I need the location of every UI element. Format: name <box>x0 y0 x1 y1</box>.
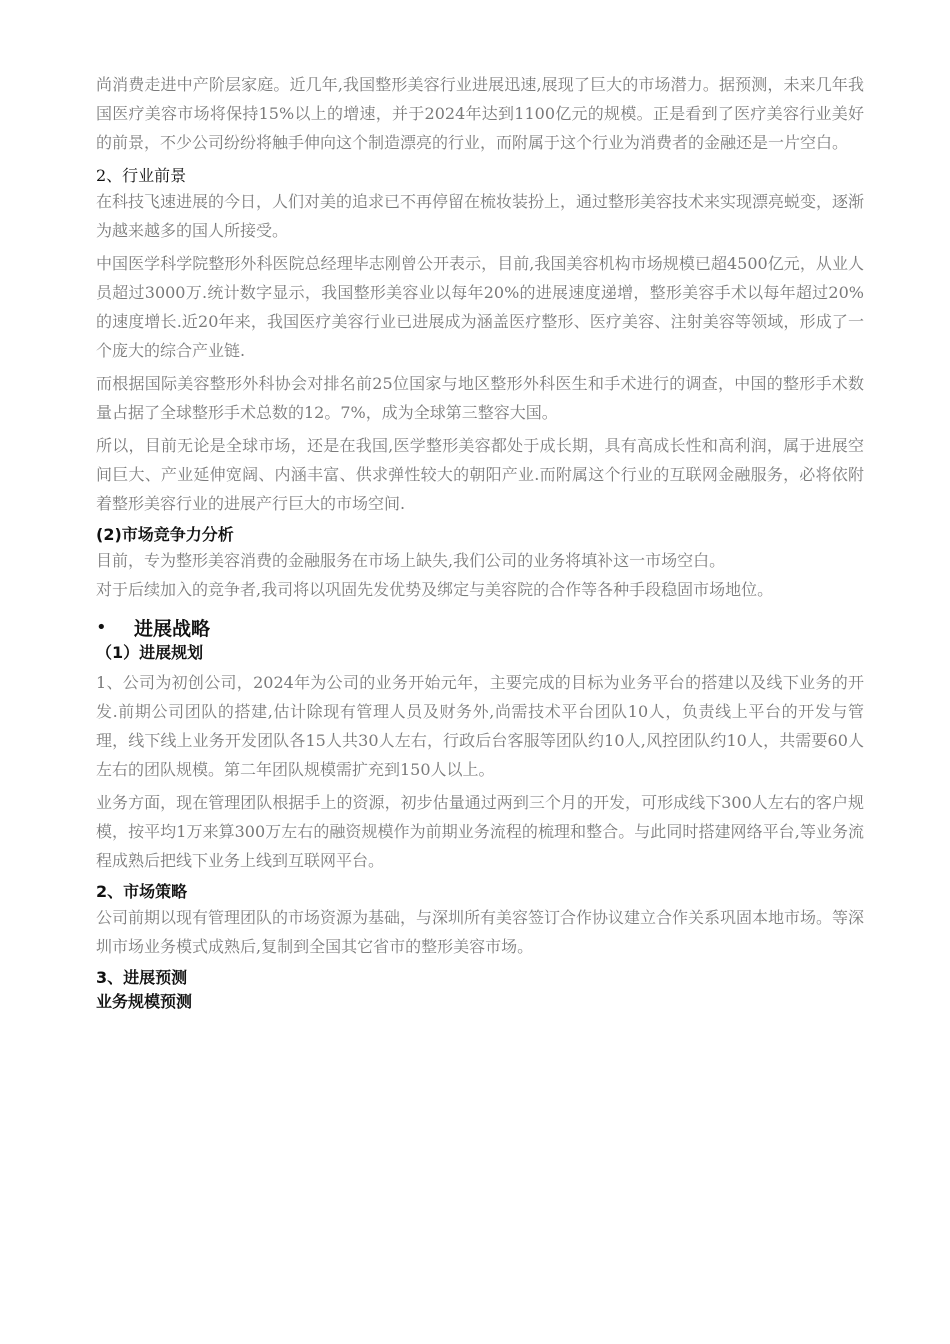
market-strategy-heading: 2、市场策略 <box>96 882 188 901</box>
prospect-paragraph-3: 而根据国际美容整形外科协会对排名前25位国家与地区整形外科医生和手术进行的调查，中国的整形手术数量占据了全球整形手术总数的12。7%，成为全球第三整容大国。 <box>96 374 864 422</box>
prospect-paragraph-2: 中国医学科学院整形外科医院总经理毕志刚曾公开表示，目前,我国美容机构市场规模已超4500亿元，从业人员超过3000万.统计数字显示，我国整形美容业以每年20%的进展速度递增，整形美容手术以每年超过20%的速度增长.近20年来，我国医疗美容行业已进展成为涵盖医疗整形、医疗美容、注射美容等领域，形成了一个庞大的综合产业链. <box>96 254 864 360</box>
development-strategy-heading <box>96 614 864 640</box>
development-plan-heading: （1）进展规划 <box>96 643 204 662</box>
prospect-paragraph-1: 在科技飞速进展的今日，人们对美的追求已不再停留在梳妆装扮上，通过整形美容技术来实现漂亮蜕变，逐渐为越来越多的国人所接受。 <box>96 192 865 240</box>
development-strategy-title: 进展战略 <box>134 617 211 640</box>
market-competition-heading: (2)市场竞争力分析 <box>96 525 234 544</box>
intro-paragraph: 尚消费走进中产阶层家庭。近几年,我国整形美容行业进展迅速,展现了巨大的市场潜力。据预测，未来几年我国医疗美容市场将保持15%以上的增速，并于2024年达到1100亿元的规模。正是看到了医疗美容行业美好的前景，不少公司纷纷将触手伸向这个制造漂亮的行业，而附属于这个行业为消费者的金融还是一片空白。 <box>96 75 864 152</box>
document-page <box>96 70 864 1013</box>
bullet-icon: • <box>96 616 107 638</box>
competition-paragraph-1: 目前，专为整形美容消费的金融服务在市场上缺失,我们公司的业务将填补这一市场空白。 <box>96 551 726 570</box>
prospect-paragraph-4: 所以，目前无论是全球市场，还是在我国,医学整形美容都处于成长期，具有高成长性和高利润，属于进展空间巨大、产业延伸宽阔、内涵丰富、供求弹性较大的朝阳产业.而附属这个行业的互联网金融服务，必将依附着整形美容行业的进展产行巨大的市场空间. <box>96 436 864 513</box>
competition-paragraph-2: 对于后续加入的竞争者,我司将以巩固先发优势及绑定与美容院的合作等各种手段稳固市场地位。 <box>96 580 774 599</box>
strategy-paragraph: 公司前期以现有管理团队的市场资源为基础，与深圳所有美容签订合作协议建立合作关系巩固本地市场。等深圳市场业务模式成熟后,复制到全国其它省市的整形美容市场。 <box>96 908 865 956</box>
plan-paragraph-1: 1、公司为初创公司，2024年为公司的业务开始元年，主要完成的目标为业务平台的搭建以及线下业务的开发.前期公司团队的搭建,估计除现有管理人员及财务外,尚需技术平台团队10人，负责线上平台的开发与管理，线下线上业务开发团队各15人共30人左右，行政后台客服等团队约10人,风控团队约10人，共需要60人左右的团队规模。第二年团队规模需扩充到150人以上。 <box>96 673 864 779</box>
industry-prospect-heading: 2、行业前景 <box>96 166 187 185</box>
development-forecast-heading: 3、进展预测 <box>96 968 188 987</box>
business-scale-forecast-heading: 业务规模预测 <box>96 992 193 1011</box>
plan-paragraph-2: 业务方面，现在管理团队根据手上的资源，初步估量通过两到三个月的开发，可形成线下300人左右的客户规模，按平均1万来算300万左右的融资规模作为前期业务流程的梳理和整合。与此同时搭建网络平台,等业务流程成熟后把线下业务上线到互联网平台。 <box>96 793 864 870</box>
